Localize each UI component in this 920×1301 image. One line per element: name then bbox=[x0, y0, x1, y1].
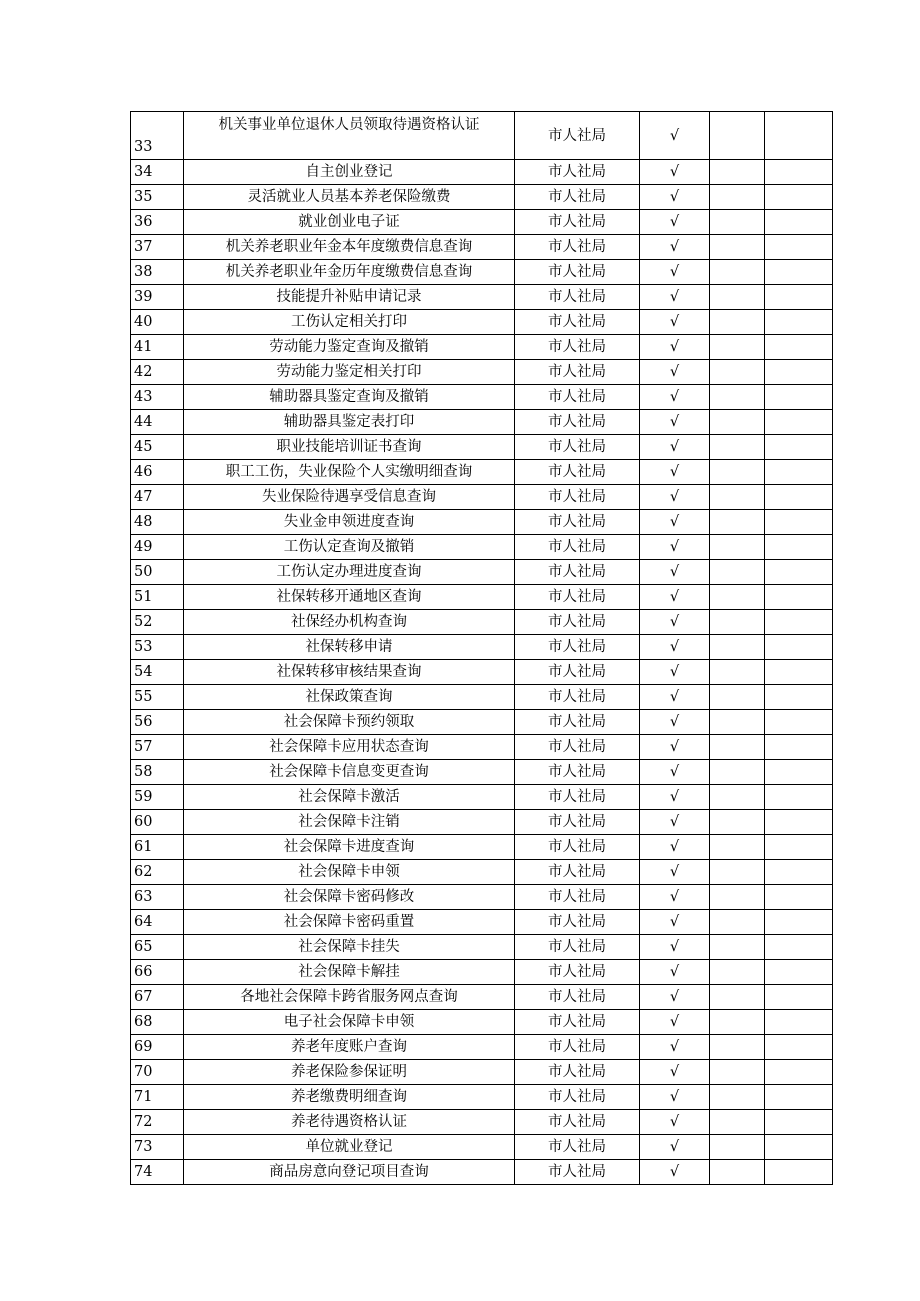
department: 市人社局 bbox=[515, 260, 640, 285]
empty-cell bbox=[710, 210, 765, 235]
service-name: 失业保险待遇享受信息查询 bbox=[184, 485, 515, 510]
check-mark: √ bbox=[640, 185, 710, 210]
table-row bbox=[131, 735, 833, 760]
empty-cell bbox=[765, 585, 833, 610]
department: 市人社局 bbox=[515, 1135, 640, 1160]
department: 市人社局 bbox=[515, 1160, 640, 1185]
check-mark: √ bbox=[640, 235, 710, 260]
table-row bbox=[131, 1060, 833, 1085]
row-number: 62 bbox=[131, 860, 184, 885]
service-name: 商品房意向登记项目查询 bbox=[184, 1160, 515, 1185]
empty-cell bbox=[765, 1085, 833, 1110]
service-name: 辅助器具鉴定表打印 bbox=[184, 410, 515, 435]
service-name: 工伤认定查询及撤销 bbox=[184, 535, 515, 560]
empty-cell bbox=[765, 535, 833, 560]
service-name: 单位就业登记 bbox=[184, 1135, 515, 1160]
check-mark: √ bbox=[640, 335, 710, 360]
service-name: 技能提升补贴申请记录 bbox=[184, 285, 515, 310]
check-mark: √ bbox=[640, 112, 710, 160]
empty-cell bbox=[765, 1160, 833, 1185]
check-mark: √ bbox=[640, 460, 710, 485]
department: 市人社局 bbox=[515, 1010, 640, 1035]
department: 市人社局 bbox=[515, 160, 640, 185]
row-number: 36 bbox=[131, 210, 184, 235]
department: 市人社局 bbox=[515, 785, 640, 810]
empty-cell bbox=[765, 560, 833, 585]
row-number: 70 bbox=[131, 1060, 184, 1085]
table-row bbox=[131, 460, 833, 485]
empty-cell bbox=[765, 835, 833, 860]
table-row bbox=[131, 1035, 833, 1060]
empty-cell bbox=[710, 960, 765, 985]
service-name: 各地社会保障卡跨省服务网点查询 bbox=[184, 985, 515, 1010]
row-number: 43 bbox=[131, 385, 184, 410]
check-mark: √ bbox=[640, 385, 710, 410]
department: 市人社局 bbox=[515, 235, 640, 260]
empty-cell bbox=[765, 260, 833, 285]
department: 市人社局 bbox=[515, 485, 640, 510]
service-name: 养老年度账户查询 bbox=[184, 1035, 515, 1060]
empty-cell bbox=[710, 835, 765, 860]
service-name: 职工工伤，失业保险个人实缴明细查询 bbox=[184, 460, 515, 485]
check-mark: √ bbox=[640, 810, 710, 835]
table-row bbox=[131, 810, 833, 835]
row-number: 74 bbox=[131, 1160, 184, 1185]
empty-cell bbox=[765, 735, 833, 760]
department: 市人社局 bbox=[515, 735, 640, 760]
service-name: 社会保障卡解挂 bbox=[184, 960, 515, 985]
empty-cell bbox=[765, 235, 833, 260]
empty-cell bbox=[765, 885, 833, 910]
table-row bbox=[131, 935, 833, 960]
service-name: 养老待遇资格认证 bbox=[184, 1110, 515, 1135]
service-name: 社会保障卡密码修改 bbox=[184, 885, 515, 910]
empty-cell bbox=[765, 1135, 833, 1160]
department: 市人社局 bbox=[515, 910, 640, 935]
department: 市人社局 bbox=[515, 685, 640, 710]
empty-cell bbox=[710, 810, 765, 835]
table-row bbox=[131, 685, 833, 710]
service-name: 辅助器具鉴定查询及撤销 bbox=[184, 385, 515, 410]
empty-cell bbox=[710, 910, 765, 935]
check-mark: √ bbox=[640, 660, 710, 685]
table-row bbox=[131, 910, 833, 935]
table-row bbox=[131, 785, 833, 810]
department: 市人社局 bbox=[515, 835, 640, 860]
row-number: 50 bbox=[131, 560, 184, 585]
empty-cell bbox=[710, 560, 765, 585]
empty-cell bbox=[765, 285, 833, 310]
service-name: 社会保障卡应用状态查询 bbox=[184, 735, 515, 760]
check-mark: √ bbox=[640, 1110, 710, 1135]
check-mark: √ bbox=[640, 885, 710, 910]
row-number: 49 bbox=[131, 535, 184, 560]
empty-cell bbox=[710, 610, 765, 635]
empty-cell bbox=[765, 160, 833, 185]
service-name: 机关养老职业年金历年度缴费信息查询 bbox=[184, 260, 515, 285]
check-mark: √ bbox=[640, 1060, 710, 1085]
table-row bbox=[131, 560, 833, 585]
row-number: 40 bbox=[131, 310, 184, 335]
table-row bbox=[131, 635, 833, 660]
department: 市人社局 bbox=[515, 985, 640, 1010]
department: 市人社局 bbox=[515, 960, 640, 985]
table-row bbox=[131, 335, 833, 360]
check-mark: √ bbox=[640, 985, 710, 1010]
table-row bbox=[131, 760, 833, 785]
empty-cell bbox=[710, 660, 765, 685]
empty-cell bbox=[765, 410, 833, 435]
service-name: 社会保障卡激活 bbox=[184, 785, 515, 810]
empty-cell bbox=[765, 310, 833, 335]
empty-cell bbox=[710, 785, 765, 810]
table-row bbox=[131, 185, 833, 210]
service-name: 社保转移审核结果查询 bbox=[184, 660, 515, 685]
department: 市人社局 bbox=[515, 1060, 640, 1085]
department: 市人社局 bbox=[515, 860, 640, 885]
check-mark: √ bbox=[640, 710, 710, 735]
service-name: 社会保障卡申领 bbox=[184, 860, 515, 885]
empty-cell bbox=[765, 1060, 833, 1085]
empty-cell bbox=[710, 485, 765, 510]
empty-cell bbox=[765, 910, 833, 935]
row-number: 67 bbox=[131, 985, 184, 1010]
service-name: 养老缴费明细查询 bbox=[184, 1085, 515, 1110]
department: 市人社局 bbox=[515, 360, 640, 385]
empty-cell bbox=[710, 1160, 765, 1185]
empty-cell bbox=[710, 760, 765, 785]
row-number: 65 bbox=[131, 935, 184, 960]
row-number: 63 bbox=[131, 885, 184, 910]
check-mark: √ bbox=[640, 510, 710, 535]
table-row bbox=[131, 535, 833, 560]
service-name: 自主创业登记 bbox=[184, 160, 515, 185]
empty-cell bbox=[710, 710, 765, 735]
check-mark: √ bbox=[640, 1160, 710, 1185]
row-number: 61 bbox=[131, 835, 184, 860]
department: 市人社局 bbox=[515, 310, 640, 335]
row-number: 48 bbox=[131, 510, 184, 535]
table-row bbox=[131, 210, 833, 235]
table-row bbox=[131, 360, 833, 385]
table-row bbox=[131, 285, 833, 310]
department: 市人社局 bbox=[515, 1035, 640, 1060]
row-number: 55 bbox=[131, 685, 184, 710]
empty-cell bbox=[765, 660, 833, 685]
empty-cell bbox=[710, 112, 765, 160]
check-mark: √ bbox=[640, 935, 710, 960]
empty-cell bbox=[710, 385, 765, 410]
service-name: 机关养老职业年金本年度缴费信息查询 bbox=[184, 235, 515, 260]
table-row bbox=[131, 885, 833, 910]
empty-cell bbox=[710, 1135, 765, 1160]
empty-cell bbox=[710, 985, 765, 1010]
empty-cell bbox=[710, 1035, 765, 1060]
table-row bbox=[131, 410, 833, 435]
check-mark: √ bbox=[640, 1085, 710, 1110]
check-mark: √ bbox=[640, 485, 710, 510]
empty-cell bbox=[710, 185, 765, 210]
table-row bbox=[131, 310, 833, 335]
empty-cell bbox=[765, 785, 833, 810]
service-name: 就业创业电子证 bbox=[184, 210, 515, 235]
row-number: 58 bbox=[131, 760, 184, 785]
check-mark: √ bbox=[640, 560, 710, 585]
row-number: 54 bbox=[131, 660, 184, 685]
service-name: 社会保障卡信息变更查询 bbox=[184, 760, 515, 785]
table-row bbox=[131, 1085, 833, 1110]
row-number: 41 bbox=[131, 335, 184, 360]
row-number: 71 bbox=[131, 1085, 184, 1110]
department: 市人社局 bbox=[515, 112, 640, 160]
service-name: 社会保障卡进度查询 bbox=[184, 835, 515, 860]
empty-cell bbox=[710, 685, 765, 710]
empty-cell bbox=[710, 935, 765, 960]
check-mark: √ bbox=[640, 360, 710, 385]
empty-cell bbox=[710, 310, 765, 335]
empty-cell bbox=[765, 935, 833, 960]
department: 市人社局 bbox=[515, 560, 640, 585]
department: 市人社局 bbox=[515, 935, 640, 960]
check-mark: √ bbox=[640, 285, 710, 310]
row-number: 39 bbox=[131, 285, 184, 310]
empty-cell bbox=[765, 460, 833, 485]
check-mark: √ bbox=[640, 785, 710, 810]
row-number: 73 bbox=[131, 1135, 184, 1160]
row-number: 42 bbox=[131, 360, 184, 385]
check-mark: √ bbox=[640, 835, 710, 860]
empty-cell bbox=[710, 885, 765, 910]
check-mark: √ bbox=[640, 1035, 710, 1060]
check-mark: √ bbox=[640, 610, 710, 635]
service-table bbox=[130, 111, 833, 1185]
department: 市人社局 bbox=[515, 385, 640, 410]
service-name: 劳动能力鉴定相关打印 bbox=[184, 360, 515, 385]
table-row bbox=[131, 1010, 833, 1035]
table-row bbox=[131, 660, 833, 685]
department: 市人社局 bbox=[515, 210, 640, 235]
empty-cell bbox=[710, 160, 765, 185]
empty-cell bbox=[710, 460, 765, 485]
row-number: 51 bbox=[131, 585, 184, 610]
check-mark: √ bbox=[640, 410, 710, 435]
empty-cell bbox=[710, 260, 765, 285]
check-mark: √ bbox=[640, 960, 710, 985]
table-row bbox=[131, 835, 833, 860]
table-row bbox=[131, 485, 833, 510]
empty-cell bbox=[710, 1085, 765, 1110]
service-name: 社保转移开通地区查询 bbox=[184, 585, 515, 610]
row-number: 59 bbox=[131, 785, 184, 810]
check-mark: √ bbox=[640, 1010, 710, 1035]
check-mark: √ bbox=[640, 685, 710, 710]
empty-cell bbox=[710, 235, 765, 260]
department: 市人社局 bbox=[515, 760, 640, 785]
table-row bbox=[131, 985, 833, 1010]
empty-cell bbox=[710, 535, 765, 560]
empty-cell bbox=[710, 360, 765, 385]
service-name: 灵活就业人员基本养老保险缴费 bbox=[184, 185, 515, 210]
empty-cell bbox=[710, 335, 765, 360]
empty-cell bbox=[765, 685, 833, 710]
row-number: 44 bbox=[131, 410, 184, 435]
empty-cell bbox=[710, 735, 765, 760]
table-row bbox=[131, 860, 833, 885]
service-table-body bbox=[131, 112, 833, 1185]
empty-cell bbox=[765, 810, 833, 835]
check-mark: √ bbox=[640, 310, 710, 335]
service-name: 失业金申领进度查询 bbox=[184, 510, 515, 535]
table-row bbox=[131, 1110, 833, 1135]
check-mark: √ bbox=[640, 760, 710, 785]
empty-cell bbox=[710, 1110, 765, 1135]
check-mark: √ bbox=[640, 535, 710, 560]
empty-cell bbox=[710, 635, 765, 660]
table-row bbox=[131, 160, 833, 185]
empty-cell bbox=[765, 635, 833, 660]
empty-cell bbox=[765, 185, 833, 210]
row-number: 35 bbox=[131, 185, 184, 210]
empty-cell bbox=[710, 285, 765, 310]
service-name: 养老保险参保证明 bbox=[184, 1060, 515, 1085]
department: 市人社局 bbox=[515, 610, 640, 635]
empty-cell bbox=[765, 760, 833, 785]
empty-cell bbox=[765, 1110, 833, 1135]
row-number: 60 bbox=[131, 810, 184, 835]
row-number: 52 bbox=[131, 610, 184, 635]
check-mark: √ bbox=[640, 260, 710, 285]
service-name: 社会保障卡密码重置 bbox=[184, 910, 515, 935]
department: 市人社局 bbox=[515, 635, 640, 660]
table-row bbox=[131, 510, 833, 535]
service-name: 社会保障卡挂失 bbox=[184, 935, 515, 960]
department: 市人社局 bbox=[515, 710, 640, 735]
check-mark: √ bbox=[640, 635, 710, 660]
table-row bbox=[131, 112, 833, 160]
empty-cell bbox=[765, 710, 833, 735]
empty-cell bbox=[765, 210, 833, 235]
empty-cell bbox=[765, 510, 833, 535]
row-number: 68 bbox=[131, 1010, 184, 1035]
empty-cell bbox=[765, 335, 833, 360]
department: 市人社局 bbox=[515, 535, 640, 560]
table-row bbox=[131, 385, 833, 410]
table-row bbox=[131, 710, 833, 735]
service-name: 工伤认定办理进度查询 bbox=[184, 560, 515, 585]
check-mark: √ bbox=[640, 160, 710, 185]
empty-cell bbox=[765, 435, 833, 460]
check-mark: √ bbox=[640, 910, 710, 935]
service-name: 社会保障卡预约领取 bbox=[184, 710, 515, 735]
empty-cell bbox=[765, 860, 833, 885]
department: 市人社局 bbox=[515, 510, 640, 535]
check-mark: √ bbox=[640, 1135, 710, 1160]
empty-cell bbox=[765, 610, 833, 635]
department: 市人社局 bbox=[515, 660, 640, 685]
row-number: 38 bbox=[131, 260, 184, 285]
row-number: 46 bbox=[131, 460, 184, 485]
row-number: 64 bbox=[131, 910, 184, 935]
row-number: 69 bbox=[131, 1035, 184, 1060]
department: 市人社局 bbox=[515, 1085, 640, 1110]
check-mark: √ bbox=[640, 585, 710, 610]
empty-cell bbox=[765, 1010, 833, 1035]
check-mark: √ bbox=[640, 435, 710, 460]
department: 市人社局 bbox=[515, 585, 640, 610]
empty-cell bbox=[765, 960, 833, 985]
table-row bbox=[131, 260, 833, 285]
empty-cell bbox=[710, 585, 765, 610]
service-name: 职业技能培训证书查询 bbox=[184, 435, 515, 460]
table-row bbox=[131, 585, 833, 610]
empty-cell bbox=[710, 435, 765, 460]
department: 市人社局 bbox=[515, 1110, 640, 1135]
service-name: 机关事业单位退休人员领取待遇资格认证 bbox=[184, 112, 515, 160]
service-name: 社保政策查询 bbox=[184, 685, 515, 710]
empty-cell bbox=[765, 112, 833, 160]
empty-cell bbox=[765, 385, 833, 410]
service-name: 社保经办机构查询 bbox=[184, 610, 515, 635]
row-number: 53 bbox=[131, 635, 184, 660]
check-mark: √ bbox=[640, 735, 710, 760]
service-name: 工伤认定相关打印 bbox=[184, 310, 515, 335]
department: 市人社局 bbox=[515, 435, 640, 460]
empty-cell bbox=[710, 510, 765, 535]
row-number: 47 bbox=[131, 485, 184, 510]
row-number: 34 bbox=[131, 160, 184, 185]
service-name: 电子社会保障卡申领 bbox=[184, 1010, 515, 1035]
table-row bbox=[131, 610, 833, 635]
row-number: 66 bbox=[131, 960, 184, 985]
empty-cell bbox=[710, 1060, 765, 1085]
empty-cell bbox=[765, 985, 833, 1010]
service-name: 社保转移申请 bbox=[184, 635, 515, 660]
department: 市人社局 bbox=[515, 285, 640, 310]
row-number: 57 bbox=[131, 735, 184, 760]
empty-cell bbox=[710, 1010, 765, 1035]
row-number: 72 bbox=[131, 1110, 184, 1135]
check-mark: √ bbox=[640, 210, 710, 235]
department: 市人社局 bbox=[515, 460, 640, 485]
department: 市人社局 bbox=[515, 885, 640, 910]
service-name: 劳动能力鉴定查询及撤销 bbox=[184, 335, 515, 360]
department: 市人社局 bbox=[515, 810, 640, 835]
empty-cell bbox=[765, 485, 833, 510]
check-mark: √ bbox=[640, 860, 710, 885]
department: 市人社局 bbox=[515, 335, 640, 360]
department: 市人社局 bbox=[515, 185, 640, 210]
empty-cell bbox=[710, 410, 765, 435]
empty-cell bbox=[765, 360, 833, 385]
table-row bbox=[131, 1135, 833, 1160]
table-row bbox=[131, 1160, 833, 1185]
department: 市人社局 bbox=[515, 410, 640, 435]
empty-cell bbox=[765, 1035, 833, 1060]
row-number: 56 bbox=[131, 710, 184, 735]
row-number: 45 bbox=[131, 435, 184, 460]
service-name: 社会保障卡注销 bbox=[184, 810, 515, 835]
table-row bbox=[131, 960, 833, 985]
table-row bbox=[131, 235, 833, 260]
row-number: 33 bbox=[131, 112, 184, 160]
table-row bbox=[131, 435, 833, 460]
empty-cell bbox=[710, 860, 765, 885]
row-number: 37 bbox=[131, 235, 184, 260]
